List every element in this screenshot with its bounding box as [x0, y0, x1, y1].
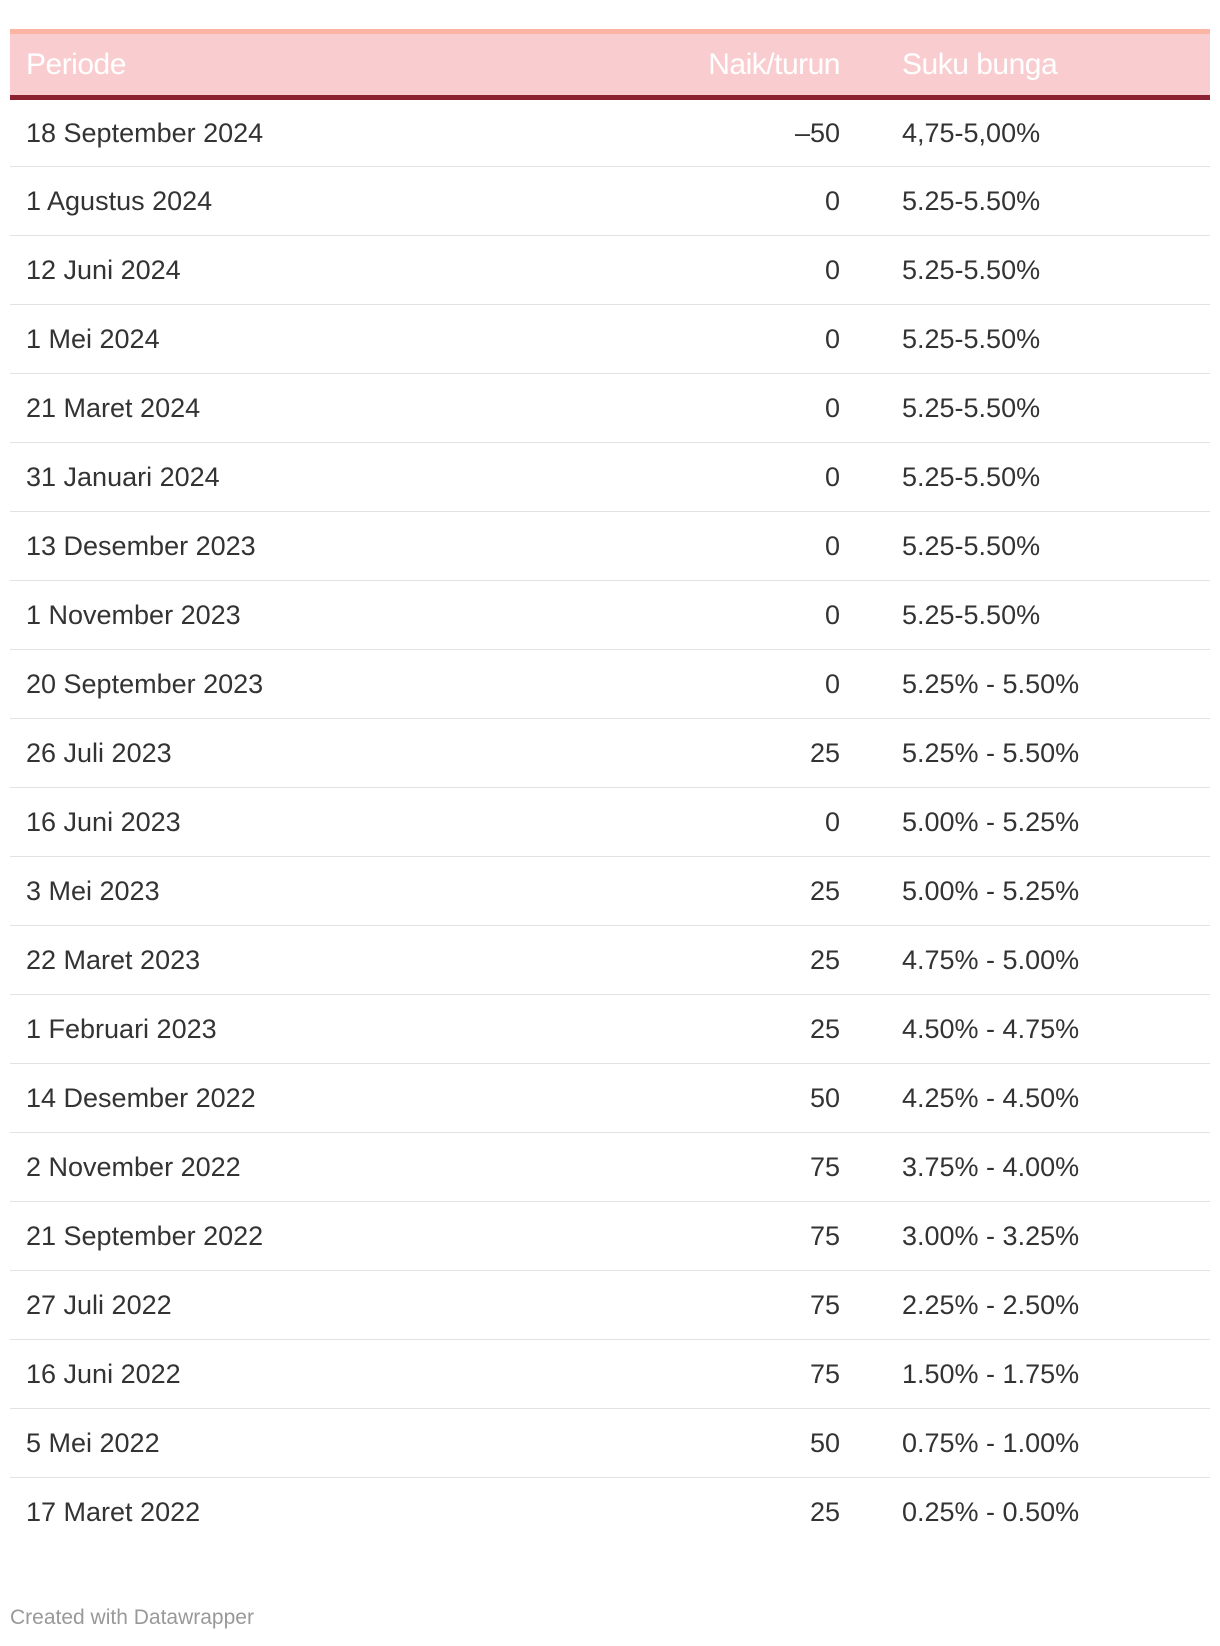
cell-naik-turun: 25	[660, 995, 840, 1064]
column-header-naik-turun[interactable]: Naik/turun	[708, 47, 840, 81]
table-row	[10, 788, 1210, 857]
table-row	[10, 1478, 1210, 1547]
cell-suku-bunga: 4,75-5,00%	[840, 98, 1210, 167]
cell-periode: 31 Januari 2024	[10, 443, 660, 512]
cell-naik-turun: 50	[660, 1409, 840, 1478]
cell-periode: 17 Maret 2022	[26, 1496, 201, 1527]
cell-periode: 5 Mei 2022	[10, 1409, 660, 1478]
cell-suku-bunga: 1.50% - 1.75%	[840, 1340, 1210, 1409]
table-body	[10, 98, 1210, 1547]
table-row	[10, 1133, 1210, 1202]
cell-naik-turun: 0	[660, 374, 840, 443]
cell-naik-turun: 0	[660, 305, 840, 374]
cell-naik-turun: 25	[660, 857, 840, 926]
table-row	[10, 581, 1210, 650]
column-header-periode[interactable]: Periode	[26, 47, 126, 81]
cell-suku-bunga: 5.25% - 5.50%	[840, 719, 1210, 788]
table-row	[10, 1409, 1210, 1478]
cell-naik-turun: 75	[660, 1202, 840, 1271]
cell-suku-bunga: 5.25-5.50%	[840, 167, 1210, 236]
cell-periode: 1 Februari 2023	[10, 995, 660, 1064]
cell-naik-turun: 75	[660, 1271, 840, 1340]
cell-suku-bunga: 0.25% - 0.50%	[902, 1496, 1080, 1527]
cell-naik-turun: 0	[660, 236, 840, 305]
cell-suku-bunga: 5.00% - 5.25%	[840, 788, 1210, 857]
table-row	[10, 374, 1210, 443]
cell-suku-bunga: 3.75% - 4.00%	[840, 1133, 1210, 1202]
table-header-row	[10, 32, 1210, 98]
cell-suku-bunga: 5.25-5.50%	[840, 443, 1210, 512]
cell-naik-turun: 50	[660, 1064, 840, 1133]
cell-suku-bunga: 4.75% - 5.00%	[840, 926, 1210, 995]
cell-suku-bunga: 4.25% - 4.50%	[840, 1064, 1210, 1133]
table-row	[10, 512, 1210, 581]
cell-periode: 18 September 2024	[10, 98, 660, 167]
cell-naik-turun: 25	[660, 926, 840, 995]
cell-periode: 12 Juni 2024	[10, 236, 660, 305]
cell-periode: 21 Maret 2024	[10, 374, 660, 443]
rate-table-container	[10, 29, 1210, 1547]
cell-naik-turun: –50	[660, 98, 840, 167]
cell-suku-bunga: 2.25% - 2.50%	[840, 1271, 1210, 1340]
cell-suku-bunga: 4.50% - 4.75%	[840, 995, 1210, 1064]
cell-naik-turun: 0	[660, 167, 840, 236]
cell-naik-turun: 0	[660, 512, 840, 581]
cell-periode: 20 September 2023	[10, 650, 660, 719]
cell-suku-bunga: 0.75% - 1.00%	[840, 1409, 1210, 1478]
cell-suku-bunga: 5.25-5.50%	[840, 374, 1210, 443]
table-row	[10, 857, 1210, 926]
table-row	[10, 719, 1210, 788]
cell-suku-bunga: 3.00% - 3.25%	[840, 1202, 1210, 1271]
table-row	[10, 1271, 1210, 1340]
table-row	[10, 167, 1210, 236]
table-row	[10, 443, 1210, 512]
cell-naik-turun: 0	[660, 443, 840, 512]
cell-periode: 22 Maret 2023	[10, 926, 660, 995]
cell-periode: 1 Agustus 2024	[10, 167, 660, 236]
table-row	[10, 236, 1210, 305]
cell-periode: 16 Juni 2023	[10, 788, 660, 857]
cell-suku-bunga: 5.25% - 5.50%	[840, 650, 1210, 719]
cell-suku-bunga: 5.25-5.50%	[840, 236, 1210, 305]
cell-periode: 1 Mei 2024	[10, 305, 660, 374]
cell-suku-bunga: 5.25-5.50%	[840, 581, 1210, 650]
footer-credit: Created with Datawrapper	[10, 1606, 254, 1629]
cell-suku-bunga: 5.00% - 5.25%	[840, 857, 1210, 926]
cell-suku-bunga: 5.25-5.50%	[840, 512, 1210, 581]
table-row	[10, 650, 1210, 719]
table-row	[10, 305, 1210, 374]
cell-periode: 3 Mei 2023	[10, 857, 660, 926]
cell-naik-turun: 75	[660, 1340, 840, 1409]
cell-periode: 2 November 2022	[10, 1133, 660, 1202]
table-row	[10, 98, 1210, 167]
cell-naik-turun: 75	[660, 1133, 840, 1202]
cell-naik-turun: 25	[809, 1496, 840, 1527]
cell-naik-turun: 0	[660, 581, 840, 650]
cell-periode: 1 November 2023	[10, 581, 660, 650]
cell-periode: 27 Juli 2022	[10, 1271, 660, 1340]
cell-periode: 13 Desember 2023	[10, 512, 660, 581]
cell-periode: 26 Juli 2023	[10, 719, 660, 788]
table-row	[10, 1340, 1210, 1409]
cell-naik-turun: 0	[660, 788, 840, 857]
table-row	[10, 995, 1210, 1064]
rate-table	[10, 29, 1210, 1547]
cell-suku-bunga: 5.25-5.50%	[840, 305, 1210, 374]
table-row	[10, 926, 1210, 995]
cell-periode: 14 Desember 2022	[10, 1064, 660, 1133]
cell-naik-turun: 25	[660, 719, 840, 788]
table-row	[10, 1202, 1210, 1271]
column-header-suku-bunga[interactable]: Suku bunga	[902, 47, 1058, 81]
cell-periode: 16 Juni 2022	[10, 1340, 660, 1409]
cell-periode: 21 September 2022	[10, 1202, 660, 1271]
cell-naik-turun: 0	[660, 650, 840, 719]
table-row	[10, 1064, 1210, 1133]
